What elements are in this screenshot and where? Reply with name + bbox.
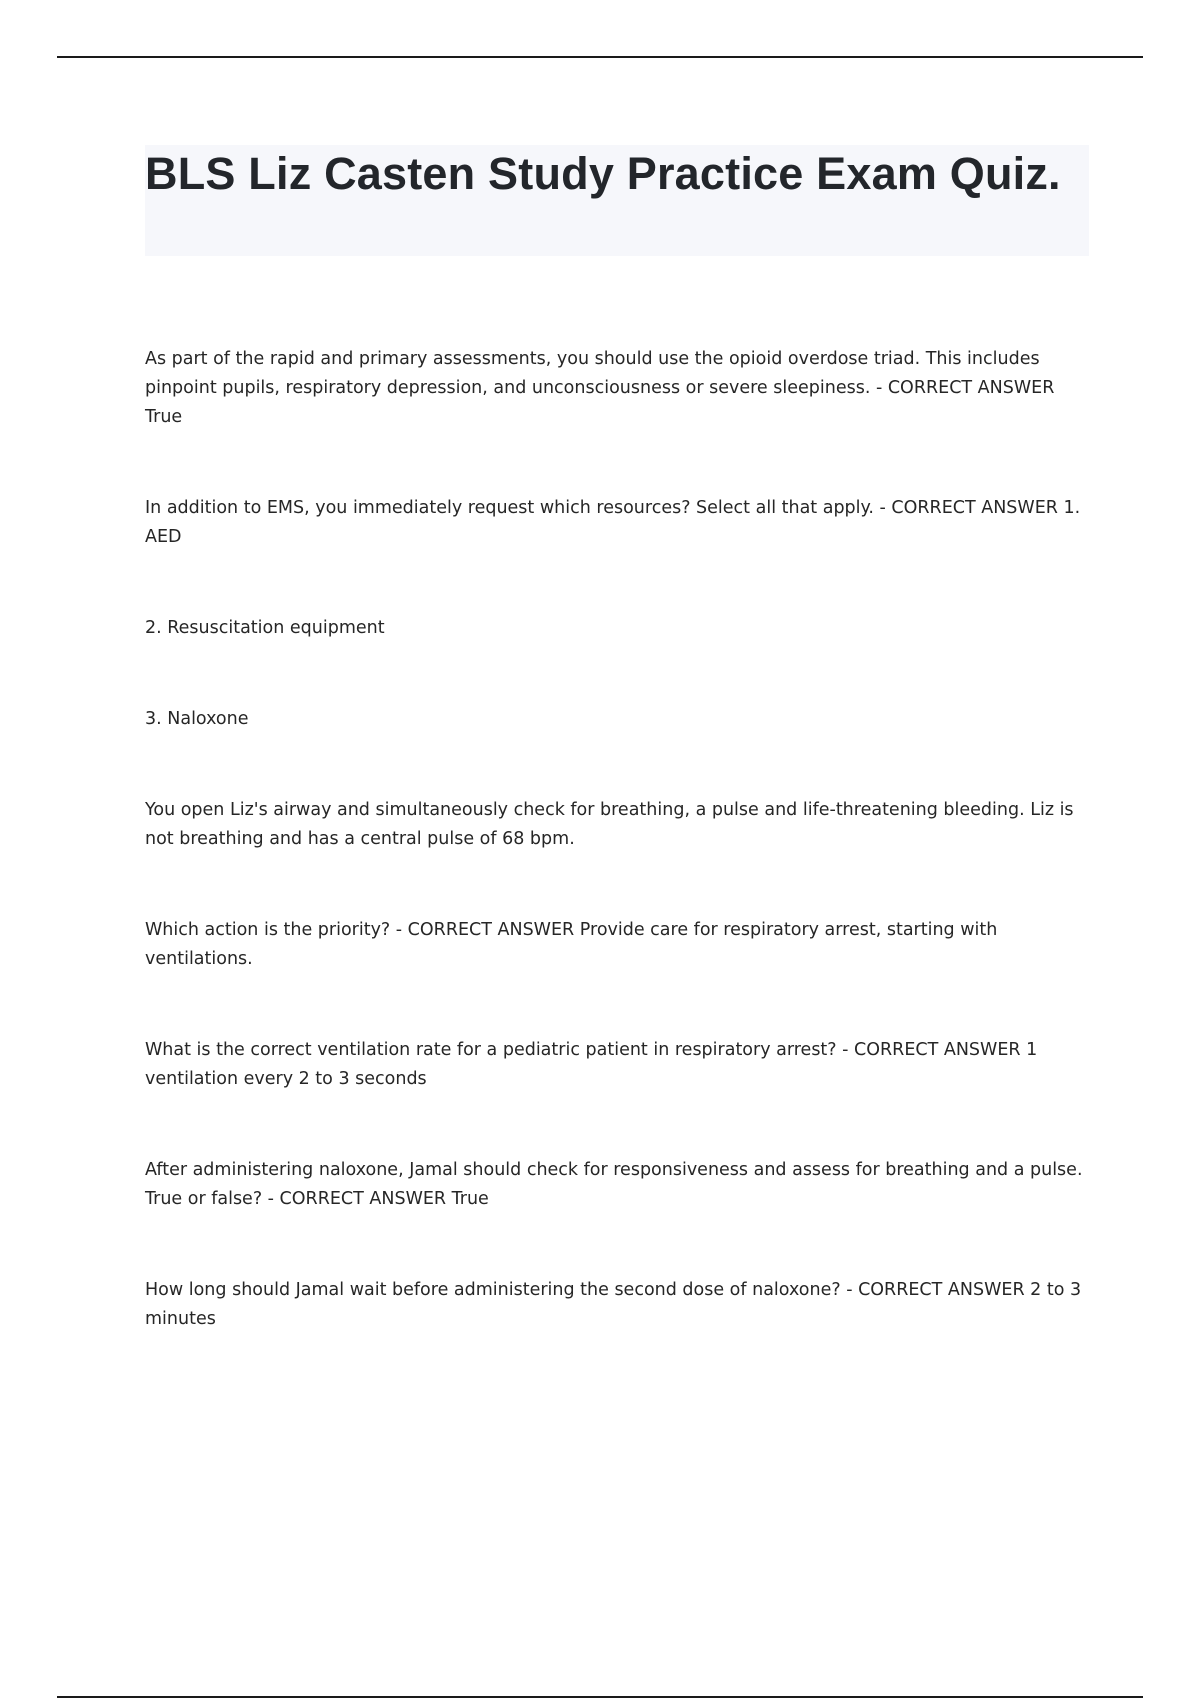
document-body — [145, 345, 1095, 1334]
bottom-rule — [57, 1696, 1143, 1698]
paragraph-naloxone: 3. Naloxone — [145, 709, 249, 729]
paragraph-opioid-triad: As part of the rapid and primary assessments, you should use the opioid overdose triad. This includes pinpoint pupils, respiratory depression, and unconsciousness or severe sleepiness. - CORRECT ANSWER True — [145, 349, 1055, 427]
paragraph-resources-question: In addition to EMS, you immediately request which resources? Select all that apply. - CORRECT ANSWER 1. AED — [145, 498, 1081, 547]
document-title: BLS Liz Casten Study Practice Exam Quiz. — [145, 148, 1061, 199]
title-box — [145, 145, 1089, 256]
paragraph-priority-action: Which action is the priority? - CORRECT ANSWER Provide care for respiratory arrest, starting with ventilations. — [145, 920, 998, 969]
paragraph-second-dose: How long should Jamal wait before administering the second dose of naloxone? - CORRECT ANSWER 2 to 3 minutes — [145, 1280, 1082, 1329]
paragraph-after-naloxone: After administering naloxone, Jamal should check for responsiveness and assess for breathing and a pulse. True or false? - CORRECT ANSWER True — [145, 1160, 1083, 1209]
top-rule — [57, 56, 1143, 58]
paragraph-ventilation-rate: What is the correct ventilation rate for a pediatric patient in respiratory arrest? - CORRECT ANSWER 1 ventilation every 2 to 3 seconds — [145, 1040, 1038, 1089]
paragraph-airway-check: You open Liz's airway and simultaneously check for breathing, a pulse and life-threatening bleeding. Liz is not breathing and has a central pulse of 68 bpm. — [145, 800, 1074, 849]
paragraph-resuscitation-equipment: 2. Resuscitation equipment — [145, 618, 385, 638]
